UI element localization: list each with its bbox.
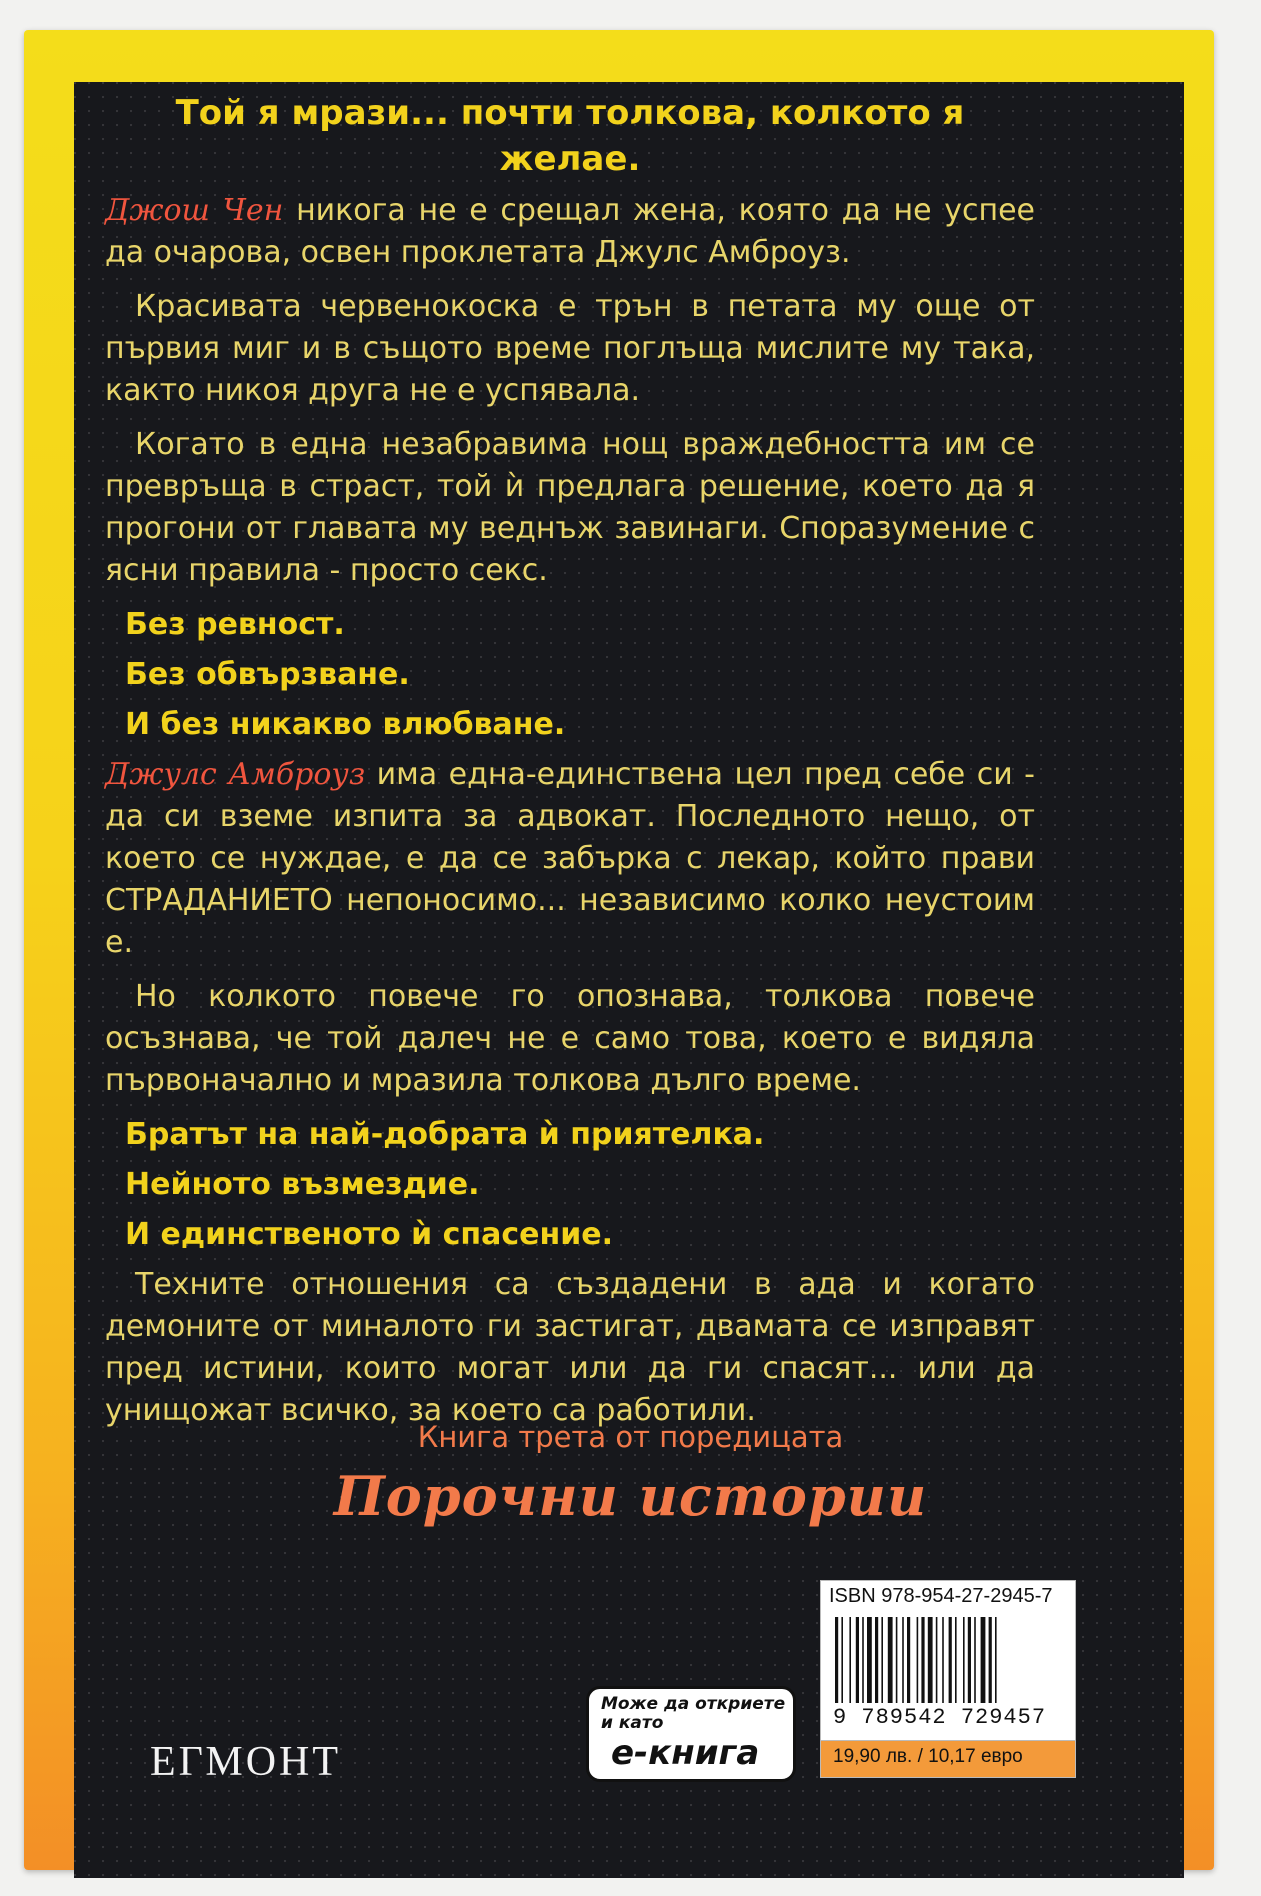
ebook-badge bbox=[586, 1686, 796, 1782]
rule-item: Без обвързване. bbox=[125, 657, 410, 692]
character-name: Джулс Амброуз bbox=[105, 757, 366, 792]
rule-item: И без никакво влюбване. bbox=[125, 707, 566, 742]
role-item: И единственото ѝ спасение. bbox=[125, 1217, 613, 1252]
blurb bbox=[105, 90, 1035, 1444]
series-note: Книга трета от поредицата bbox=[417, 1420, 844, 1454]
barcode-number: 9 789542 729457 bbox=[833, 1705, 1047, 1730]
paragraph-1: Джош Чен никога не е срещал жена, която да не успее да очарова, освен проклетата Джулс Амброуз. bbox=[105, 193, 1035, 270]
isbn-label: ISBN 978-954-27-2945-7 bbox=[829, 1585, 1053, 1607]
character-name: Джош Чен bbox=[105, 193, 284, 228]
paragraph-2: Красивата червенокоска е трън в петата му още от първия миг и в същото време поглъща мислите му така, както никоя друга не е успявала. bbox=[105, 289, 1035, 408]
ebook-badge-label: е-книга bbox=[611, 1733, 760, 1773]
price-label: 19,90 лв. / 10,17 евро bbox=[833, 1746, 1023, 1767]
ebook-badge-caption: Може да откриете и като bbox=[601, 1694, 786, 1733]
rule-item: Без ревност. bbox=[125, 607, 345, 642]
paragraph-5: Но колкото повече го опознава, толкова повече осъзнава, че той далеч не е само това, което е видяла първоначално и мразила толкова дълго време. bbox=[105, 979, 1035, 1098]
barcode-icon bbox=[835, 1617, 1061, 1703]
paragraph-6: Техните отношения са създадени в ада и когато демоните от миналото ги застигат, двамата се изправят пред истини, които могат или да ги спасят... или да унищожат всичко, за което са работили. bbox=[105, 1267, 1035, 1428]
publisher-logo: ЕГМОНТ bbox=[150, 1739, 342, 1785]
role-item: Нейното възмездие. bbox=[125, 1167, 480, 1202]
role-item: Братът на най-добрата ѝ приятелка. bbox=[125, 1117, 765, 1152]
paragraph-4: Джулс Амброуз има една-единствена цел пред себе си - да си вземе изпита за адвокат. Последното нещо, от което се нуждае, е да се забърка с лекар, който прави СТРАДАНИЕТО непоносимо... независимо колко неустоим е. bbox=[105, 757, 1035, 960]
paragraph-3: Когато в една незабравима нощ враждебността им се превръща в страст, той ѝ предлага решение, което да я прогони от главата му веднъж завинаги. Споразумение с ясни правила - просто секс. bbox=[105, 427, 1035, 588]
price-tag bbox=[820, 1740, 1076, 1778]
tagline: Той я мрази... почти толкова, колкото я желае. bbox=[175, 93, 965, 179]
series-title: Порочни истории bbox=[333, 1464, 928, 1528]
